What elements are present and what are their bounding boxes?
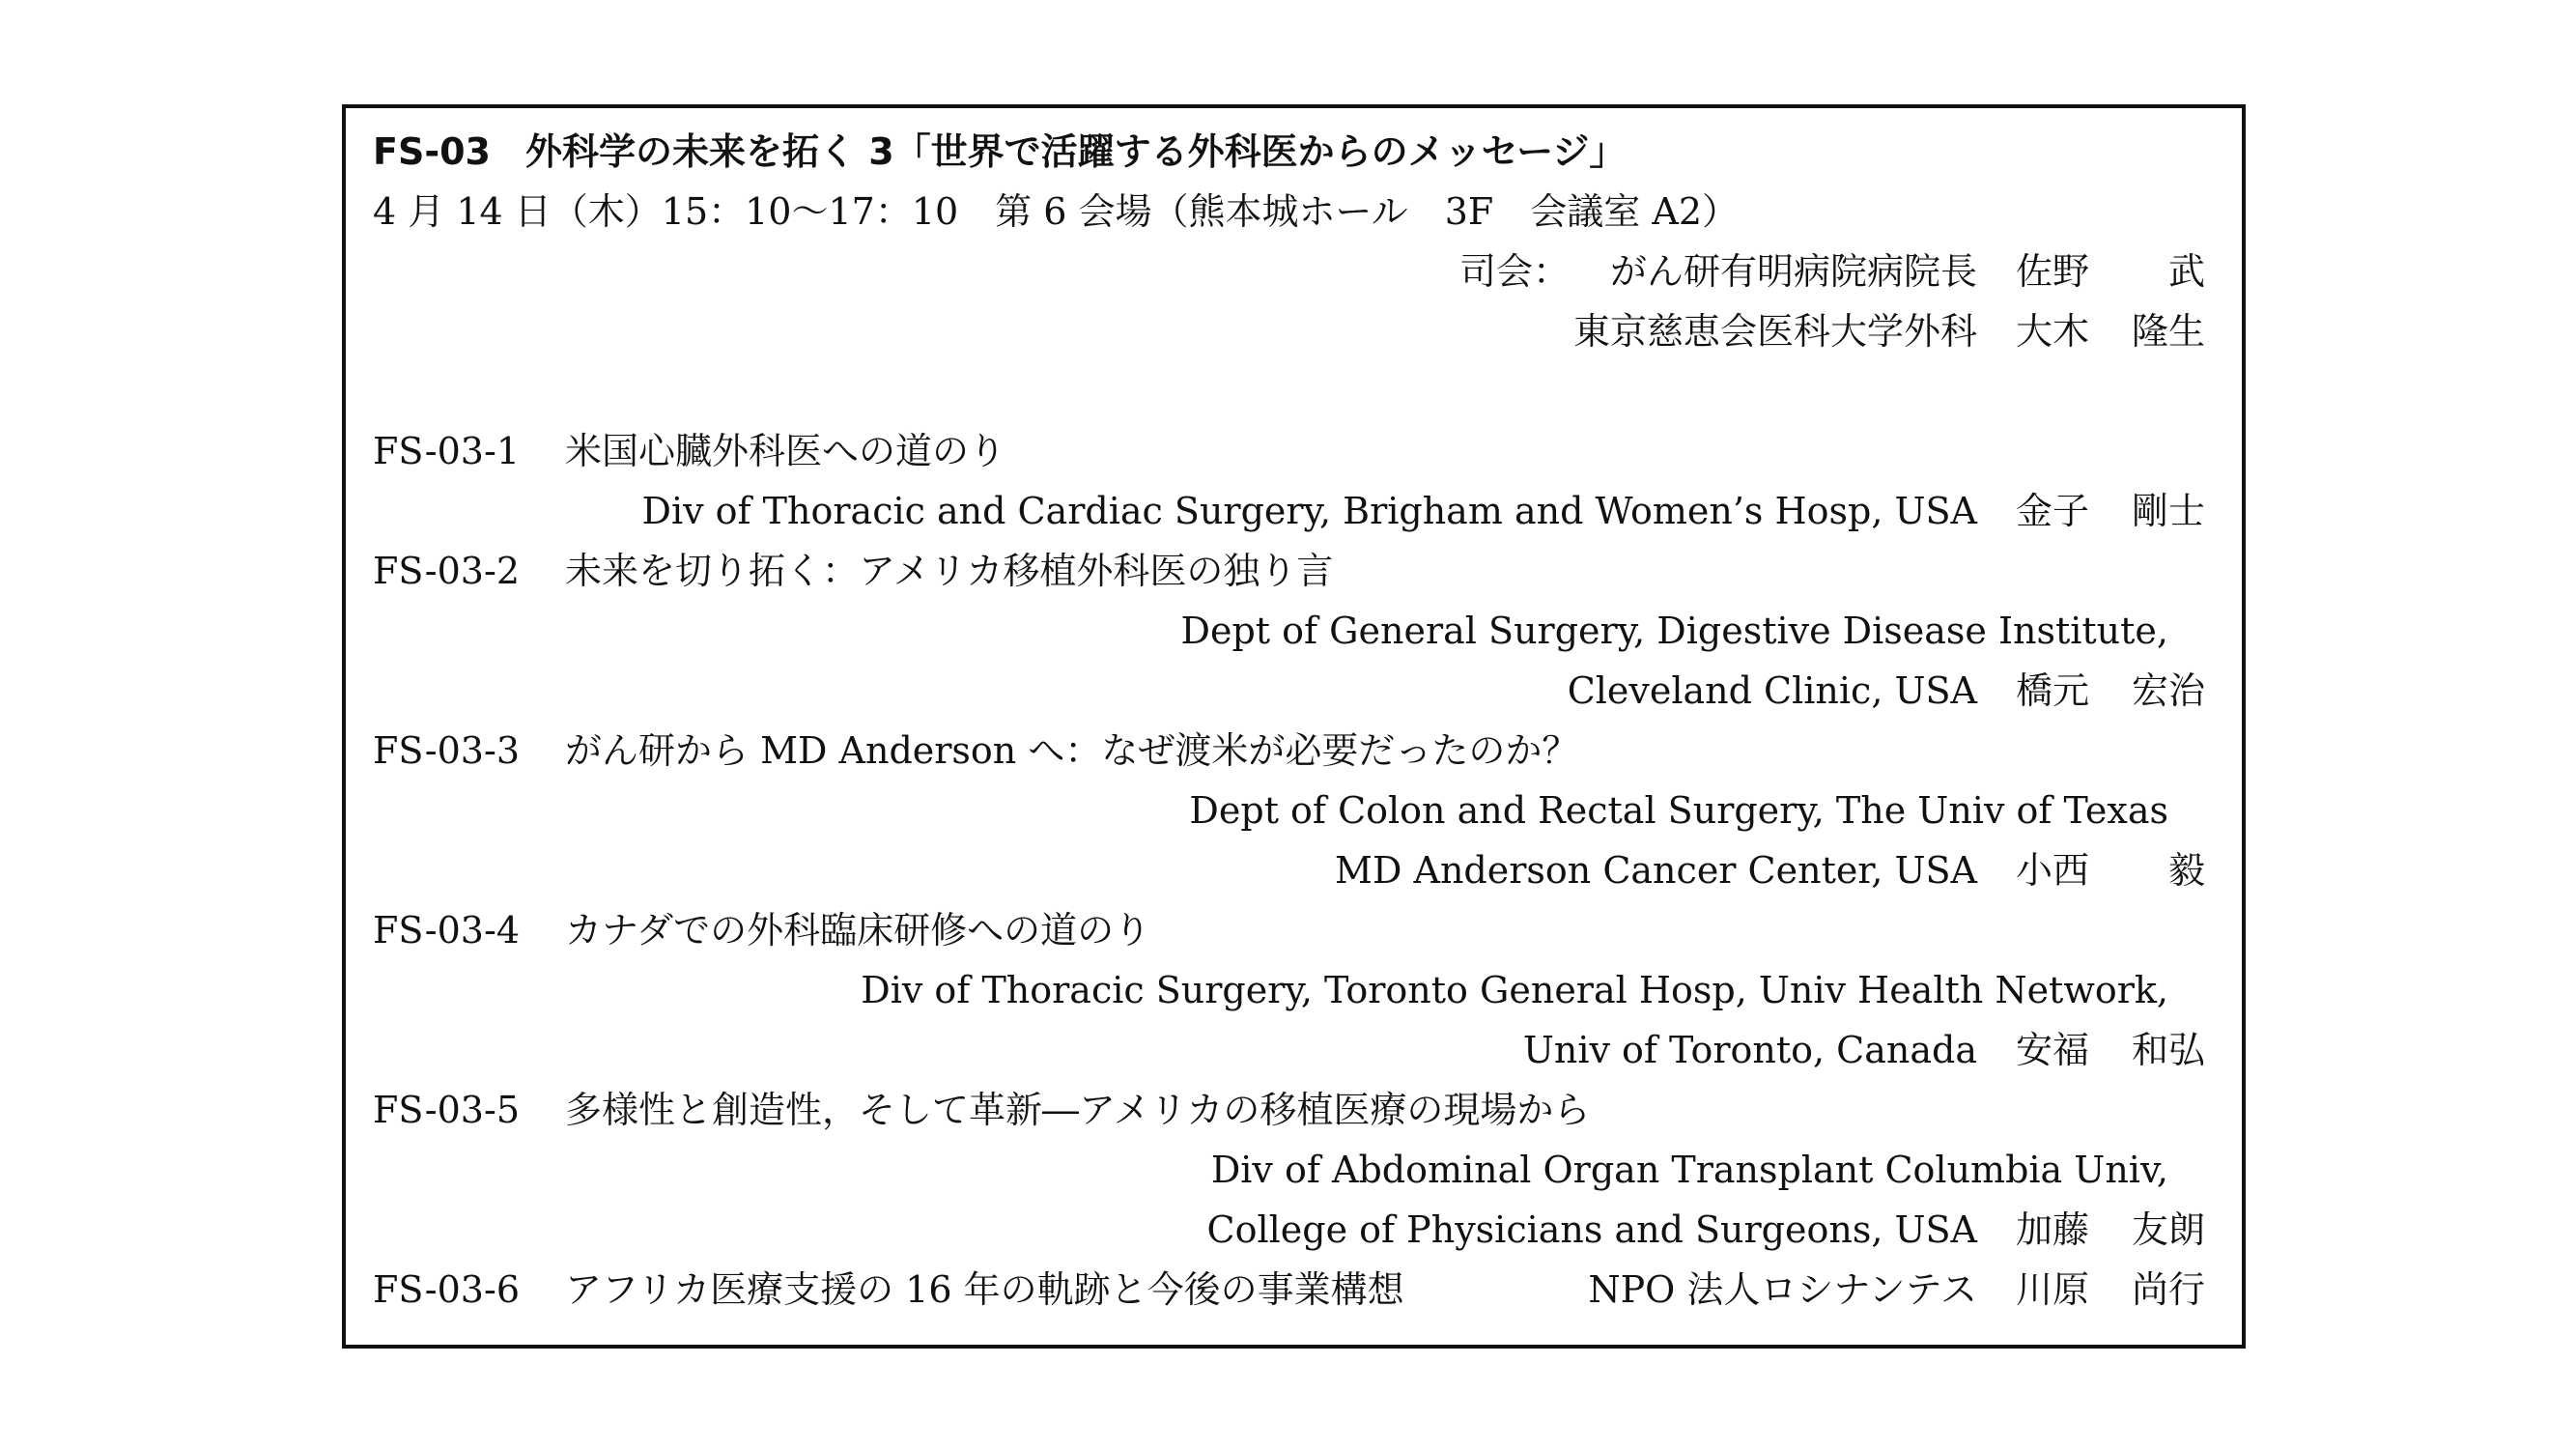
speaker-name: [2016, 1200, 2205, 1260]
talk-2-speaker-row: [346, 661, 2242, 721]
speaker-given-name: 毅: [2167, 849, 2205, 892]
talk-1-title-row: [346, 421, 2242, 481]
speaker-name: [2016, 1260, 2205, 1320]
chair-name: [2016, 301, 2205, 361]
speaker-given-name: 尚行: [2131, 1268, 2205, 1311]
talk-code: FS-03-1: [373, 430, 520, 472]
talk-title: 未来を切り拓く：アメリカ移植外科医の独り言: [565, 550, 1334, 592]
speaker-affiliation: Div of Thoracic and Cardiac Surgery, Brigham and Women’s Hosp, USA: [641, 490, 1977, 532]
speaker-family-name: 金子: [2016, 490, 2090, 532]
session-box: [342, 104, 2246, 1349]
speaker-affiliation: Div of Thoracic Surgery, Toronto General Hosp, Univ Health Network,: [861, 969, 2168, 1011]
session-schedule-row: [346, 182, 2242, 242]
talk-3-title-row: [346, 721, 2242, 781]
speaker-affiliation: Div of Abdominal Organ Transplant Columbia Univ,: [1210, 1149, 2168, 1191]
chair-given-name: 武: [2167, 250, 2205, 293]
talk-5-speaker-row: [346, 1200, 2242, 1260]
talk-3-affiliation-row: [346, 781, 2242, 840]
talk-4-affiliation-row: [346, 960, 2242, 1020]
speaker-name: [2016, 661, 2205, 721]
chair-label: 司会：: [1458, 250, 1570, 293]
talk-title: 米国心臓外科医への道のり: [565, 430, 1006, 472]
talk-code: FS-03-5: [373, 1089, 520, 1131]
session-title: 外科学の未来を拓く 3「世界で活躍する外科医からのメッセージ」: [525, 130, 1627, 173]
speaker-family-name: 加藤: [2016, 1208, 2090, 1251]
speaker-given-name: 和弘: [2131, 1029, 2205, 1071]
speaker-given-name: 友朗: [2131, 1208, 2205, 1251]
session-schedule: 4 月 14 日（木）15：10～17：10 第 6 会場（熊本城ホール 3F 会議室 A2）: [373, 190, 1740, 233]
speaker-family-name: 安福: [2016, 1029, 2090, 1071]
speaker-name: [2016, 840, 2205, 900]
talk-code: FS-03-4: [373, 909, 520, 952]
talk-4-title-row: [346, 900, 2242, 960]
session-code: FS-03: [373, 130, 491, 173]
chair-family-name: 大木: [2016, 310, 2090, 353]
talk-2-title-row: [346, 541, 2242, 601]
chair-family-name: 佐野: [2016, 250, 2090, 293]
chair-affiliation: 東京慈恵会医科大学外科: [1572, 310, 1977, 353]
chair-name: [2016, 242, 2205, 301]
speaker-given-name: 剛士: [2131, 490, 2205, 532]
speaker-affiliation: MD Anderson Cancer Center, USA: [1335, 849, 1977, 892]
talk-code: FS-03-3: [373, 729, 520, 772]
speaker-name: [2016, 1020, 2205, 1080]
talk-title: アフリカ医療支援の 16 年の軌跡と今後の事業構想: [565, 1268, 1404, 1311]
talk-title: がん研から MD Anderson へ：なぜ渡米が必要だったのか？: [565, 729, 1579, 772]
speaker-family-name: 小西: [2016, 849, 2090, 892]
speaker-name: [2016, 481, 2205, 541]
talk-3-speaker-row: [346, 840, 2242, 900]
talk-4-speaker-row: [346, 1020, 2242, 1080]
speaker-affiliation: NPO 法人ロシナンテス: [1588, 1268, 1977, 1311]
talk-5-title-row: [346, 1080, 2242, 1140]
talk-code: FS-03-2: [373, 550, 520, 592]
talk-code: FS-03-6: [373, 1268, 520, 1311]
speaker-given-name: 宏治: [2131, 669, 2205, 712]
talk-1-speaker-row: [346, 481, 2242, 541]
speaker-family-name: 橋元: [2016, 669, 2090, 712]
talk-title: カナダでの外科臨床研修への道のり: [565, 909, 1151, 952]
chair-given-name: 隆生: [2131, 310, 2205, 353]
talk-2-affiliation-row: [346, 601, 2242, 661]
chair-affiliation: がん研有明病院病院長: [1609, 250, 1977, 293]
speaker-affiliation: Cleveland Clinic, USA: [1567, 669, 1977, 712]
talk-5-affiliation-row: [346, 1140, 2242, 1200]
speaker-affiliation: Dept of General Surgery, Digestive Disease Institute,: [1180, 610, 2168, 652]
talk-6-row: [346, 1260, 2242, 1320]
speaker-affiliation: College of Physicians and Surgeons, USA: [1206, 1208, 1977, 1251]
speaker-affiliation: Univ of Toronto, Canada: [1522, 1029, 1977, 1071]
speaker-family-name: 川原: [2016, 1268, 2090, 1311]
talk-title: 多様性と創造性，そして革新―アメリカの移植医療の現場から: [565, 1089, 1591, 1131]
speaker-affiliation: Dept of Colon and Rectal Surgery, The Univ of Texas: [1189, 789, 2168, 832]
session-header: [346, 122, 2242, 182]
chair-row-1: [346, 242, 2242, 301]
chair-row-2: [346, 301, 2242, 361]
